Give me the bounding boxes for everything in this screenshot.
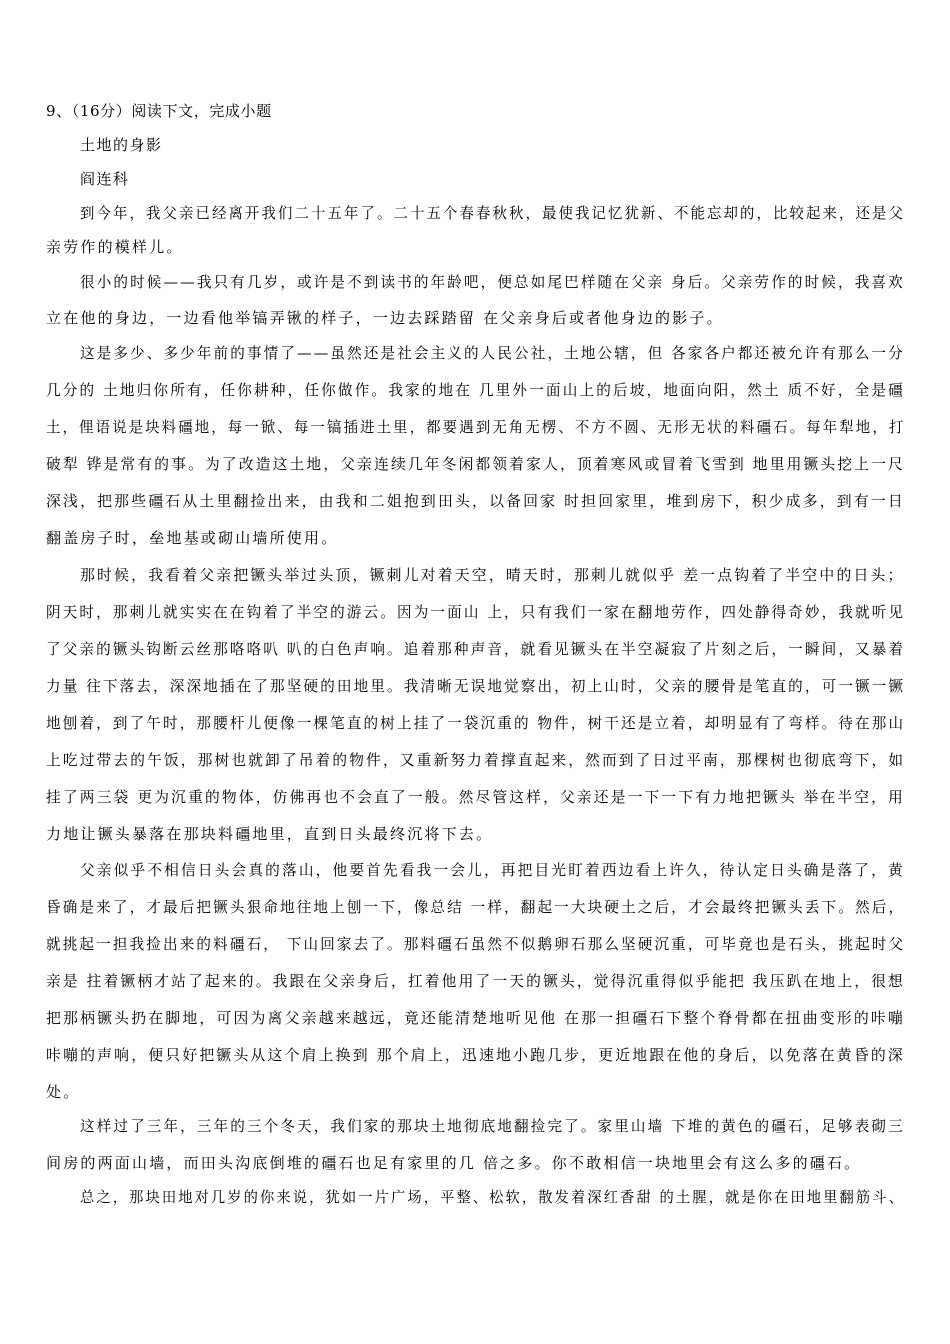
paragraph-6-line-2: 间房的两面山墙，而田头沟底倒堆的礓石也足有家里的几 倍之多。你不敢相信一块地里会有这么多的礓石。 (46, 1154, 862, 1172)
paragraph-3-line-4: 破犁 铧是常有的事。为了改造这土地，父亲连续几年冬闲都领着家人，顶着寒风或冒着飞雪到 地里用镢头挖上一尺 (46, 455, 905, 473)
paragraph-4-line-1: 那时候，我看着父亲把镢头举过头顶，镢刺儿对着天空，晴天时，那刺儿就似乎 差一点钩着了半空中的日头； (80, 566, 905, 584)
paragraph-4-line-3: 了父亲的镢头钩断云丝那咯咯叭 叭的白色声响。追着那种声音，就看见镢头在半空凝寂了片刻之后，一瞬间，又暴着 (46, 640, 906, 658)
paragraph-5-line-5: 把那柄镢头扔在脚地，可因为离父亲越来越远，竟还能清楚地听见他 在那一担礓石下整个脊骨都在扭曲变形的咔嘣 (46, 1009, 905, 1027)
article-title: 土地的身影 (80, 136, 163, 154)
paragraph-4-line-5: 地刨着，到了午时，那腰杆儿便像一棵笔直的树上挂了一袋沉重的 物件，树干还是立着，却明显有了弯样。待在那山 (46, 714, 906, 732)
paragraph-3-line-3: 土，俚语说是块料礓地，每一锨、每一镐插进土里，都要遇到无角无楞、不方不圆、无形无状的料礓石。每年犁地，打 (46, 418, 906, 436)
paragraph-3-line-5: 深浅，把那些礓石从土里翻捡出来，由我和二姐抱到田头，以备回家 时担回家里，堆到房下，积少成多，到有一日 (46, 492, 905, 510)
paragraph-4-line-4: 力量 往下落去，深深地插在了那坚硬的田地里。我清晰无误地觉察出，初上山时，父亲的腰骨是笔直的，可一镢一镢 (46, 677, 906, 695)
paragraph-4-line-8: 力地让镢头暴落在那块料礓地里，直到日头最终沉将下去。 (46, 825, 494, 843)
question-header: 9、（16分）阅读下文，完成小题 (46, 102, 272, 120)
paragraph-6-line-1: 这样过了三年，三年的三个冬天，我们家的那块土地彻底地翻捡完了。家里山墙 下堆的黄色的礓石，足够表砌三 (80, 1117, 905, 1135)
paragraph-5-line-1: 父亲似乎不相信日头会真的落山，他要首先看我一会儿，再把目光盯着西边看上许久，待认定日头确是落了，黄 (80, 861, 905, 879)
paragraph-5-line-7: 处。 (46, 1083, 81, 1101)
paragraph-1-line-1: 到今年，我父亲已经离开我们二十五年了。二十五个春春秋秋，最使我记忆犹新、不能忘却的，比较起来，还是父 (80, 204, 906, 222)
paragraph-7-line-1: 总之，那块田地对几岁的你来说，犹如一片广场，平整、松软，散发着深红香甜 的土腥，就是你在田地里翻筋斗、 (80, 1188, 905, 1206)
paragraph-3-line-1: 这是多少、多少年前的事情了——虽然还是社会主义的人民公社，土地公辖，但 各家各户都还被允许有那么一分 (80, 344, 905, 362)
paragraph-5-line-4: 亲是 拄着镢柄才站了起来的。我跟在父亲身后，扛着他用了一天的镢头，觉得沉重得似乎能把 我压趴在地上，很想 (46, 972, 905, 990)
article-author: 阎连科 (80, 170, 130, 188)
paragraph-4-line-7: 挂了两三袋 更为沉重的物体，仿佛再也不会直了一般。然尽管这样，父亲还是一下一下有力地把镢头 举在半空，用 (46, 788, 905, 806)
paragraph-5-line-3: 就挑起一担我捡出来的料礓石， 下山回家去了。那料礓石虽然不似鹅卵石那么坚硬沉重，可毕竟也是石头，挑起时父 (46, 935, 906, 953)
paragraph-2-line-2: 立在他的身边，一边看他举镐弄锹的样子，一边去踩踏留 在父亲身后或者他身边的影子。 (46, 309, 724, 327)
paragraph-3-line-6: 翻盖房子时，垒地基或砌山墙所使用。 (46, 529, 339, 547)
paragraph-3-line-2: 几分的 土地归你所有，任你耕种，任你做作。我家的地在 几里外一面山上的后坡，地面向阳，然土 质不好，全是礓 (46, 381, 905, 399)
paragraph-2-line-1: 很小的时候——我只有几岁，或许是不到读书的年龄吧，便总如尾巴样随在父亲 身后。父亲劳作的时候，我喜欢 (80, 273, 905, 291)
paragraph-4-line-6: 上吃过带去的午饭，那树也就卸了吊着的物件，又重新努力着撑直起来，然而到了日过平南，那棵树也彻底弯下，如 (46, 751, 906, 769)
paragraph-5-line-2: 昏确是来了，才最后把镢头狠命地往地上刨一下，像总结 一样，翻起一大块硬土之后，才会最终把镢头丢下。然后， (46, 898, 906, 916)
paragraph-5-line-6: 咔嘣的声响，便只好把镢头从这个肩上换到 那个肩上，迅速地小跑几步，更近地跟在他的身后，以免落在黄昏的深 (46, 1046, 905, 1064)
paragraph-4-line-2: 阴天时，那刺儿就实实在在钩着了半空的游云。因为一面山 上，只有我们一家在翻地劳作，四处静得奇妙，我就听见 (46, 603, 906, 621)
paragraph-1-line-2: 亲劳作的模样儿。 (46, 238, 184, 256)
